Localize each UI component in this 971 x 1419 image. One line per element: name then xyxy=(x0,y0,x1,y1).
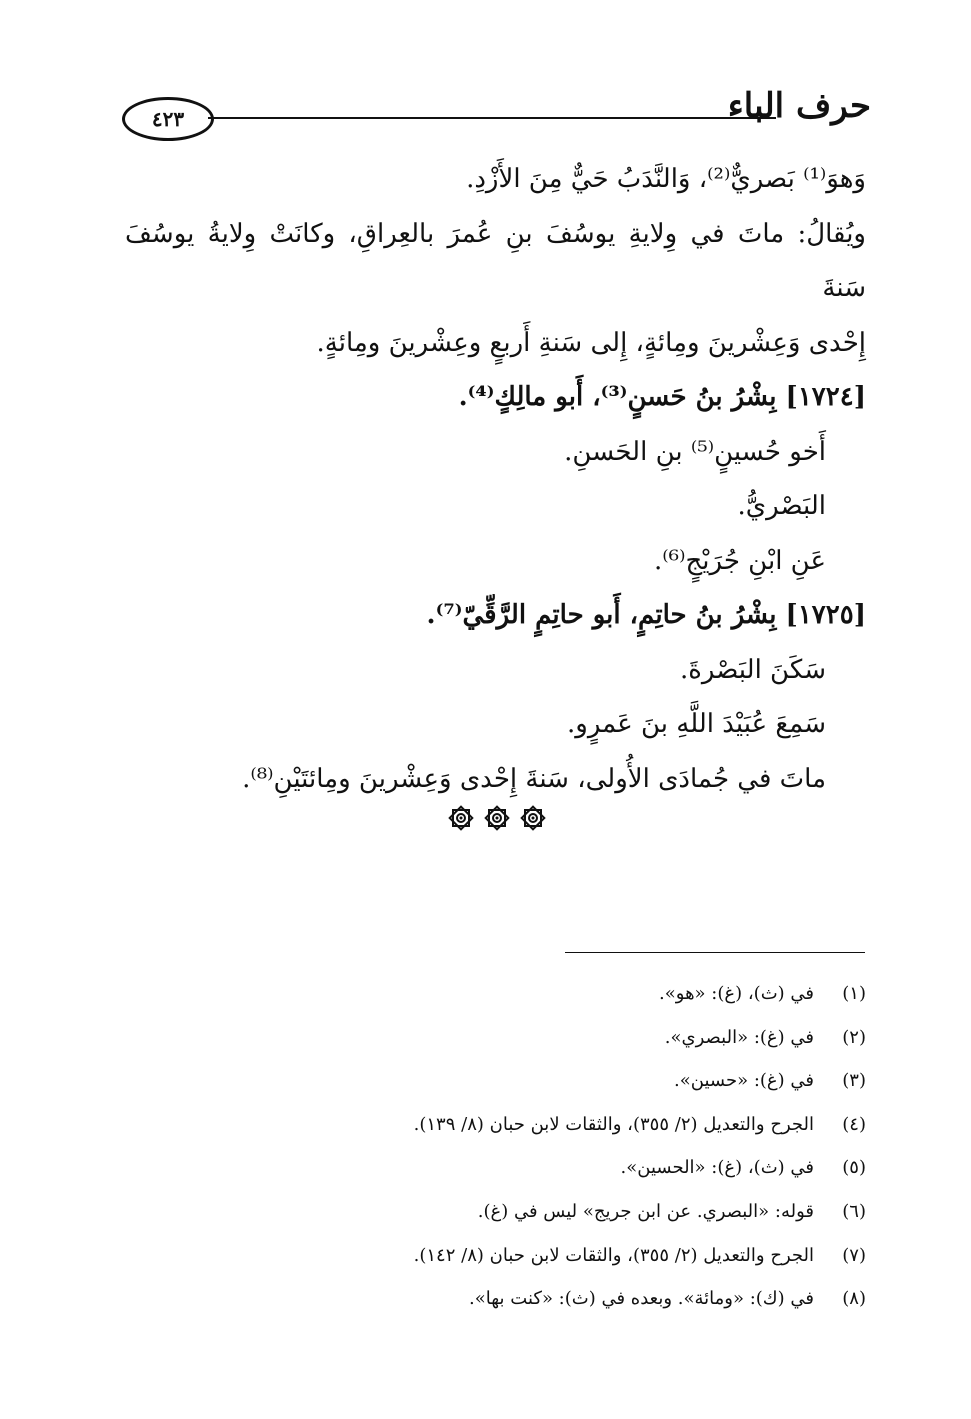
rosette-ornament-icon xyxy=(520,805,546,831)
footnote-number: (٤) xyxy=(842,1113,866,1135)
footnote-text: في (غ): «حسين». xyxy=(674,1070,814,1092)
text-line: وَهوَ⁽¹⁾ بَصريٌّ⁽²⁾، وَالنَّدَبُ حَيٌّ مِنَ الأَزْدِ. xyxy=(466,164,866,194)
main-text xyxy=(125,152,866,806)
footnote-separator xyxy=(565,952,865,953)
footnote-text: في (غ): «البصري». xyxy=(664,1026,814,1048)
footnote-text: قوله: «البصري. عن ابن جريج» ليس في (غ). xyxy=(477,1200,814,1222)
text-line: أَخو حُسينٍ⁽⁵⁾ بنِ الحَسنِ. xyxy=(564,436,826,467)
footnote-text: في (ث)، (غ): «الحسين». xyxy=(620,1157,814,1179)
entry-heading-1724: [١٧٢٤] بِشْرُ بنُ حَسنٍ⁽³⁾، أَبو مالِكٍ⁽⁴⁾. xyxy=(458,382,866,412)
footnote-number: (١) xyxy=(842,983,866,1004)
footnote-number: (٧) xyxy=(842,1244,866,1266)
footnote-item xyxy=(200,1277,866,1321)
footnote-number: (٢) xyxy=(842,1026,866,1048)
page-number: ٤٢٣ xyxy=(151,107,185,131)
rosette-ornament-icon xyxy=(448,805,474,831)
footnote-item xyxy=(200,1016,866,1060)
footnote-text: الجرح والتعديل (٢/ ٣٥٥)، والثقات لابن حبان (٨/ ١٣٩). xyxy=(413,1113,814,1135)
section-divider-ornaments xyxy=(442,805,552,835)
footnotes xyxy=(200,972,866,1321)
footnote-text: في (ث)، (غ): «هو». xyxy=(659,983,814,1004)
footnote-item xyxy=(200,1190,866,1234)
text-line: إِحْدى وَعِشْرينَ ومِائةٍ، إِلى سَنةِ أَربعٍ وعِشْرينَ ومِائةٍ. xyxy=(316,327,866,358)
text-line: ماتَ في جُمادَى الأُولى، سَنةَ إِحْدى وَعِشْرينَ ومِائتَيْنِ⁽⁸⁾. xyxy=(242,763,826,794)
chapter-title: حرف الباء xyxy=(727,86,871,126)
footnote-number: (٥) xyxy=(842,1157,866,1179)
entry-heading-1725: [١٧٢٥] بِشْرُ بنُ حاتِمٍ، أَبو حاتِمٍ الرَّقِّيّ⁽⁷⁾. xyxy=(426,600,866,630)
footnote-item xyxy=(200,1234,866,1278)
footnote-item xyxy=(200,1146,866,1190)
text-line: البَصْريُّ. xyxy=(737,491,826,521)
header-rule xyxy=(208,117,776,119)
footnote-item xyxy=(200,1103,866,1147)
rosette-ornament-icon xyxy=(484,805,510,831)
footnote-item xyxy=(200,1059,866,1103)
footnote-number: (٣) xyxy=(842,1070,866,1092)
page-number-badge xyxy=(122,97,214,141)
text-line: سَكَنَ البَصْرةَ. xyxy=(680,654,826,685)
footnote-text: في (ك): «ومائة». وبعده في (ث): «كنت بها». xyxy=(469,1288,814,1310)
footnote-number: (٦) xyxy=(842,1200,866,1222)
footnote-text: الجرح والتعديل (٢/ ٣٥٥)، والثقات لابن حبان (٨/ ١٤٢). xyxy=(413,1244,814,1266)
text-line: سَمِعَ عُبَيْدَ اللَّهِ بنَ عَمرٍو. xyxy=(567,709,826,739)
footnote-number: (٨) xyxy=(842,1288,866,1310)
text-line: عَنِ ابْنِ جُرَيْجٍ⁽⁶⁾. xyxy=(653,545,826,576)
text-line: ويُقالُ: ماتَ في وِلايةِ يوسُفَ بنِ عُمرَ بالعِراقِ، وكانَتْ وِلايةُ يوسُفَ سَنةَ xyxy=(125,218,866,303)
footnote-item xyxy=(200,972,866,1016)
